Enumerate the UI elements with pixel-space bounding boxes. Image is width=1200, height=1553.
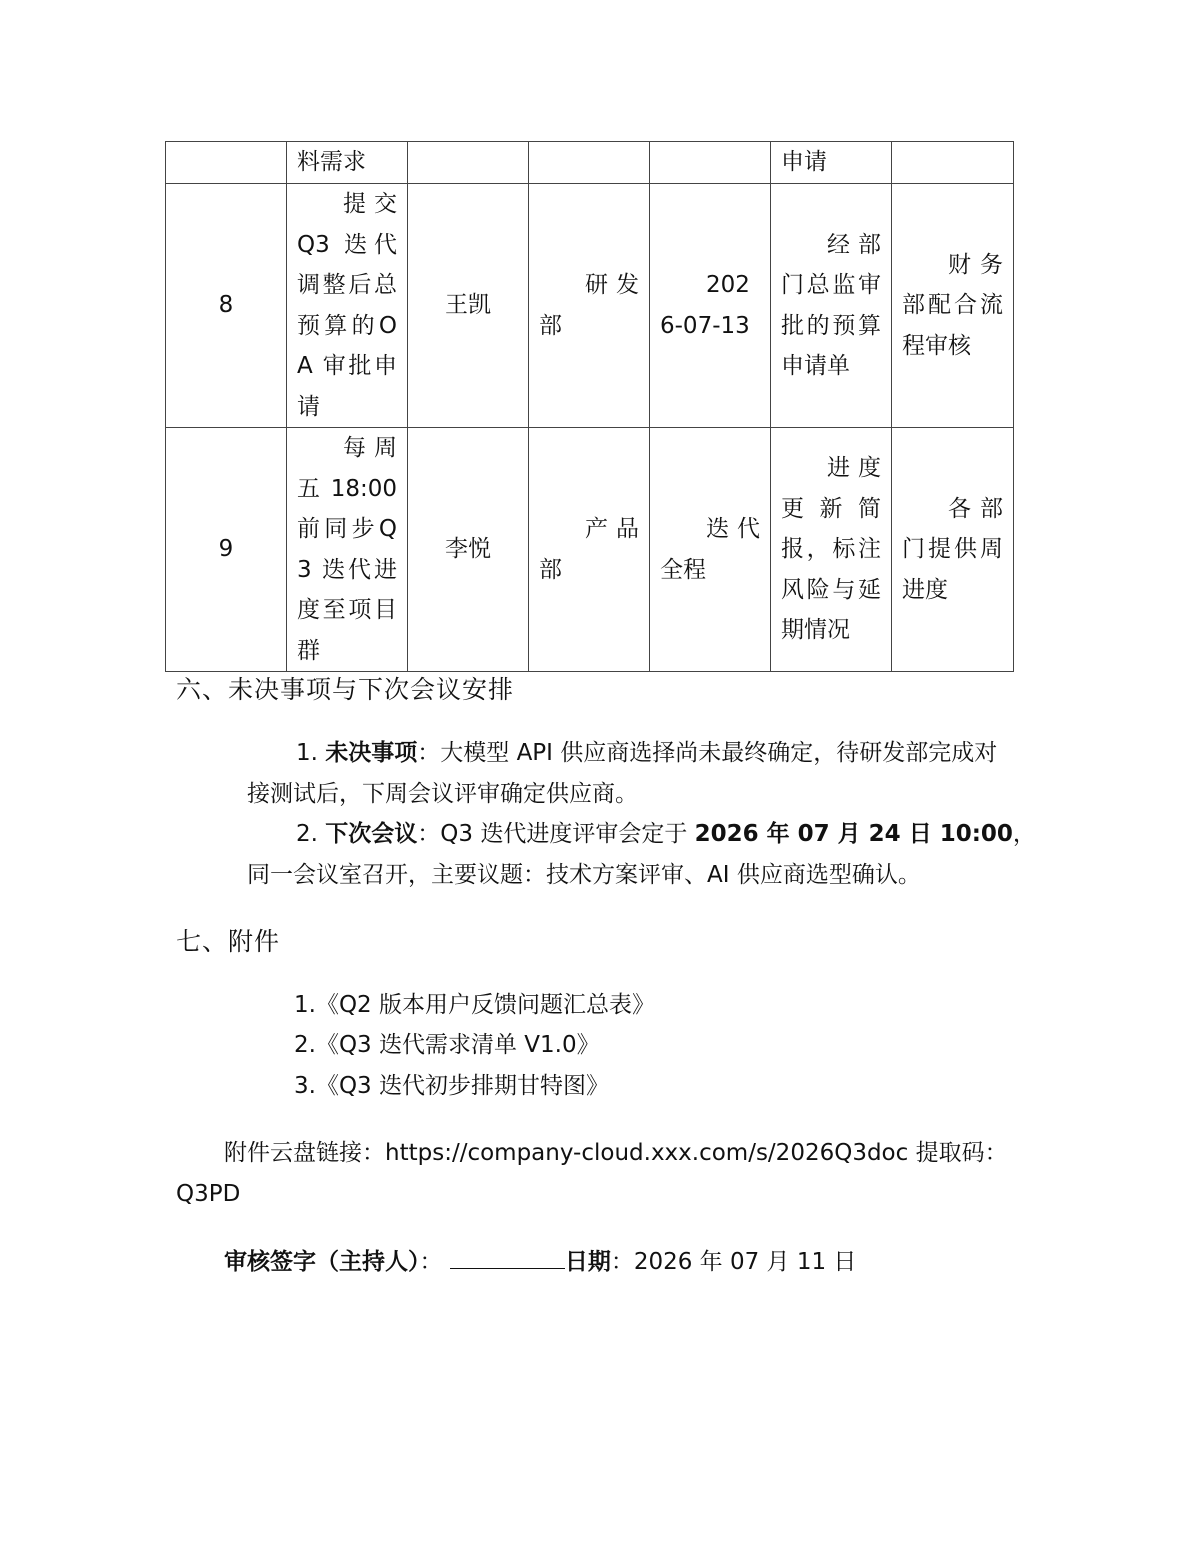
- item-number: 2.: [296, 821, 318, 847]
- signature-colon: ：: [419, 1249, 443, 1275]
- date-label: 日期: [564, 1249, 611, 1275]
- next-meeting-cont: 同一会议室召开，主要议题：技术方案评审、AI 供应商选型确认。: [247, 862, 921, 888]
- item-colon: ：: [417, 821, 441, 847]
- cell-note: 各部门提供周进度: [892, 428, 1014, 672]
- cell-task: 料需求: [287, 142, 408, 184]
- cell-deadline: [650, 142, 771, 184]
- item-label: 下次会议: [325, 821, 418, 847]
- cell-dept: 产品部: [529, 428, 650, 672]
- date-value: 2026 年 07 月 11 日: [633, 1249, 857, 1275]
- task-table: [165, 141, 1014, 672]
- cell-task: 每周五 18:00 前同步Q3 迭代进度至项目群: [287, 428, 408, 672]
- table-row: [166, 142, 1014, 184]
- cell-output: 进度更新简报，标注风险与延期情况: [771, 428, 892, 672]
- pending-item: [296, 733, 997, 774]
- cell-dept: [529, 142, 650, 184]
- signature-blank[interactable]: [450, 1244, 565, 1269]
- date-colon: ：: [610, 1249, 634, 1275]
- cell-no: 8: [166, 184, 287, 428]
- item-text: 大模型 API 供应商选择尚未最终确定，待研发部完成对: [440, 740, 998, 766]
- section6-heading: 六、未决事项与下次会议安排: [176, 675, 515, 704]
- extract-code: Q3PD: [176, 1181, 241, 1207]
- cell-no: 9: [166, 428, 287, 672]
- cell-no: [166, 142, 287, 184]
- cell-owner: 李悦: [408, 428, 529, 672]
- cell-deadline: 迭代全程: [650, 428, 771, 672]
- cell-note: 财务部配合流程审核: [892, 184, 1014, 428]
- item-number: 1.: [296, 740, 318, 766]
- next-meeting-item: [296, 814, 1036, 855]
- cell-task: 提交Q3 迭代调整后总预算的OA 审批申请: [287, 184, 408, 428]
- cell-dept: 研发部: [529, 184, 650, 428]
- cell-owner: [408, 142, 529, 184]
- table-row: [166, 428, 1014, 672]
- item-text: Q3 迭代进度评审会定于: [440, 821, 695, 847]
- attachment-item: 3.《Q3 迭代初步排期甘特图》: [294, 1073, 609, 1099]
- item-text-end: ，: [1012, 821, 1036, 847]
- section7-heading: 七、附件: [176, 927, 281, 956]
- meeting-datetime: 2026 年 07 月 24 日 10:00: [694, 821, 1013, 847]
- table-row: [166, 184, 1014, 428]
- pending-item-cont: 接测试后，下周会议评审确定供应商。: [247, 781, 638, 807]
- cell-output: 经部门总监审批的预算申请单: [771, 184, 892, 428]
- attachment-item: 2.《Q3 迭代需求清单 V1.0》: [294, 1032, 600, 1058]
- attachment-item: 1.《Q2 版本用户反馈问题汇总表》: [294, 992, 655, 1018]
- cell-owner: 王凯: [408, 184, 529, 428]
- cloud-link-line: 附件云盘链接：https://company-cloud.xxx.com/s/2026Q3doc 提取码：: [224, 1140, 1008, 1166]
- signature-label: 审核签字（主持人）: [224, 1249, 420, 1275]
- cell-note: [892, 142, 1014, 184]
- item-colon: ：: [417, 740, 441, 766]
- signature-line: [224, 1242, 856, 1283]
- item-label: 未决事项: [325, 740, 418, 766]
- cell-output: 申请: [771, 142, 892, 184]
- cell-deadline: 2026-07-13: [650, 184, 771, 428]
